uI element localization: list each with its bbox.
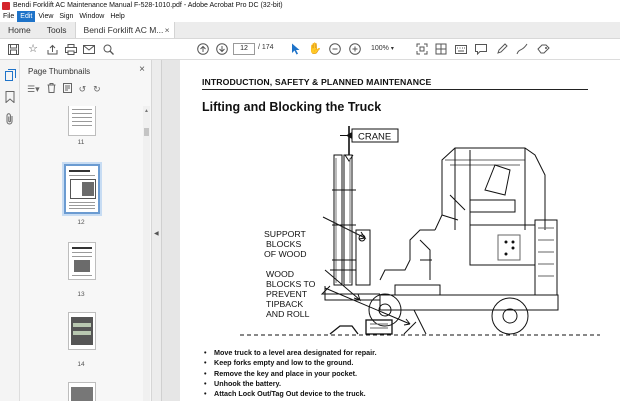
bullet-item: • Move truck to a level area designated for repair.: [204, 348, 377, 358]
page-thumbnails-icon[interactable]: [4, 69, 16, 81]
wood-label-line-5: AND ROLL: [266, 309, 310, 319]
tab-document[interactable]: [75, 22, 175, 38]
zoom-dropdown[interactable]: [371, 43, 399, 55]
delete-page-icon[interactable]: [47, 83, 56, 95]
collapse-panel-arrow-icon[interactable]: ◀: [154, 231, 159, 237]
thumbnail-list: [20, 106, 142, 401]
tab-close-icon[interactable]: ×: [164, 25, 170, 35]
wood-label-line-3: PREVENT: [266, 289, 308, 299]
crane-label: CRANE: [358, 131, 392, 143]
insert-page-icon[interactable]: [63, 83, 72, 95]
page-title: Lifting and Blocking the Truck: [202, 100, 382, 114]
hand-tool-icon[interactable]: ✋: [308, 43, 322, 55]
page-number-input[interactable]: 12: [233, 43, 255, 55]
bullet-item: • Keep forks empty and low to the ground.: [204, 358, 377, 368]
thumbnail-page-11[interactable]: [68, 106, 96, 136]
attachments-paperclip-icon[interactable]: [4, 113, 16, 125]
thumbnail-options-icon[interactable]: ☰▾: [27, 83, 40, 94]
thumbnail-page-12[interactable]: [64, 164, 100, 214]
tab-document-label: Bendi Forklift AC M...: [83, 25, 164, 35]
chevron-down-icon: ▾: [390, 46, 394, 52]
document-viewport[interactable]: [162, 60, 620, 401]
panel-toolbar: [27, 82, 101, 96]
next-page-icon[interactable]: [215, 42, 229, 56]
tab-bar: [0, 22, 620, 39]
thumbnail-number: 14: [77, 361, 85, 368]
section-header: INTRODUCTION, SAFETY & PLANNED MAINTENANCE: [202, 77, 432, 87]
support-label-line-3: OF WOOD: [264, 249, 307, 259]
panel-title: Page Thumbnails: [28, 67, 91, 76]
wood-label-line-2: BLOCKS TO: [266, 279, 316, 289]
print-icon[interactable]: [64, 42, 78, 56]
header-rule: [202, 89, 588, 90]
scrolling-mode-icon[interactable]: [434, 42, 448, 56]
left-navigation-rail: [0, 60, 20, 401]
support-label-line-2: BLOCKS: [266, 239, 302, 249]
safety-bullet-list: [204, 348, 377, 399]
menu-file[interactable]: File: [3, 13, 15, 20]
zoom-in-icon[interactable]: [348, 42, 362, 56]
page-thumbnails-panel: [20, 60, 152, 401]
thumbnail-number: 12: [77, 219, 85, 226]
page-count: / 174: [258, 44, 274, 51]
rotate-right-icon[interactable]: ↻: [93, 83, 101, 94]
thumbnail-page-13[interactable]: [68, 242, 96, 280]
thumbnail-number: 11: [77, 139, 85, 146]
fit-page-icon[interactable]: [415, 42, 429, 56]
highlight-pen-icon[interactable]: [495, 42, 509, 56]
wood-label-line-1: WOOD: [266, 269, 294, 279]
zoom-value: 100%: [371, 45, 389, 52]
menu-window[interactable]: Window: [79, 13, 105, 20]
bookmark-star-icon[interactable]: ☆: [28, 43, 38, 55]
search-icon[interactable]: [101, 42, 115, 56]
bullet-item: • Unhook the battery.: [204, 379, 377, 389]
save-icon[interactable]: [6, 42, 20, 56]
rotate-left-icon[interactable]: ↺: [78, 83, 87, 94]
thumbnail-number: 13: [77, 291, 85, 298]
thumbnail-scrollbar-thumb[interactable]: [144, 128, 149, 136]
window-title: Bendi Forklift AC Maintenance Manual F-528-1010.pdf - Adobe Acrobat Pro DC (32-bit): [13, 2, 283, 9]
support-label-line-1: SUPPORT: [264, 229, 306, 239]
scroll-up-arrow-icon[interactable]: ▲: [144, 108, 149, 114]
thumbnail-page-15[interactable]: [68, 382, 96, 401]
email-icon[interactable]: [82, 42, 96, 56]
thumbnail-page-14[interactable]: [68, 312, 96, 350]
bookmarks-icon[interactable]: [4, 91, 16, 103]
tab-home[interactable]: Home: [8, 25, 31, 35]
thumbnail-scrollbar[interactable]: [143, 106, 150, 401]
pdf-page: [180, 60, 620, 401]
wood-label-line-4: TIPBACK: [266, 299, 304, 309]
zoom-out-icon[interactable]: [328, 42, 342, 56]
acrobat-app-icon: [2, 2, 10, 10]
sign-icon[interactable]: [536, 42, 550, 56]
upload-icon[interactable]: [45, 42, 59, 56]
select-cursor-icon[interactable]: [289, 42, 303, 56]
panel-splitter[interactable]: [152, 60, 162, 401]
title-bar: [0, 0, 620, 11]
menu-sign[interactable]: Sign: [59, 13, 74, 20]
bullet-item: • Remove the key and place in your pocket.: [204, 369, 377, 379]
menu-help[interactable]: Help: [110, 13, 125, 20]
previous-page-icon[interactable]: [196, 42, 210, 56]
main-toolbar: [0, 39, 620, 60]
panel-close-icon[interactable]: ×: [139, 64, 145, 75]
comment-icon[interactable]: [474, 42, 488, 56]
forklift-lifting-diagram: [180, 120, 620, 350]
menu-view[interactable]: View: [38, 13, 54, 20]
keyboard-icon[interactable]: [454, 42, 468, 56]
menu-edit[interactable]: Edit: [17, 11, 35, 22]
draw-icon[interactable]: [515, 42, 529, 56]
bullet-item: • Attach Lock Out/Tag Out device to the truck.: [204, 389, 377, 399]
menu-bar: [0, 11, 620, 22]
tab-tools[interactable]: Tools: [46, 25, 67, 35]
